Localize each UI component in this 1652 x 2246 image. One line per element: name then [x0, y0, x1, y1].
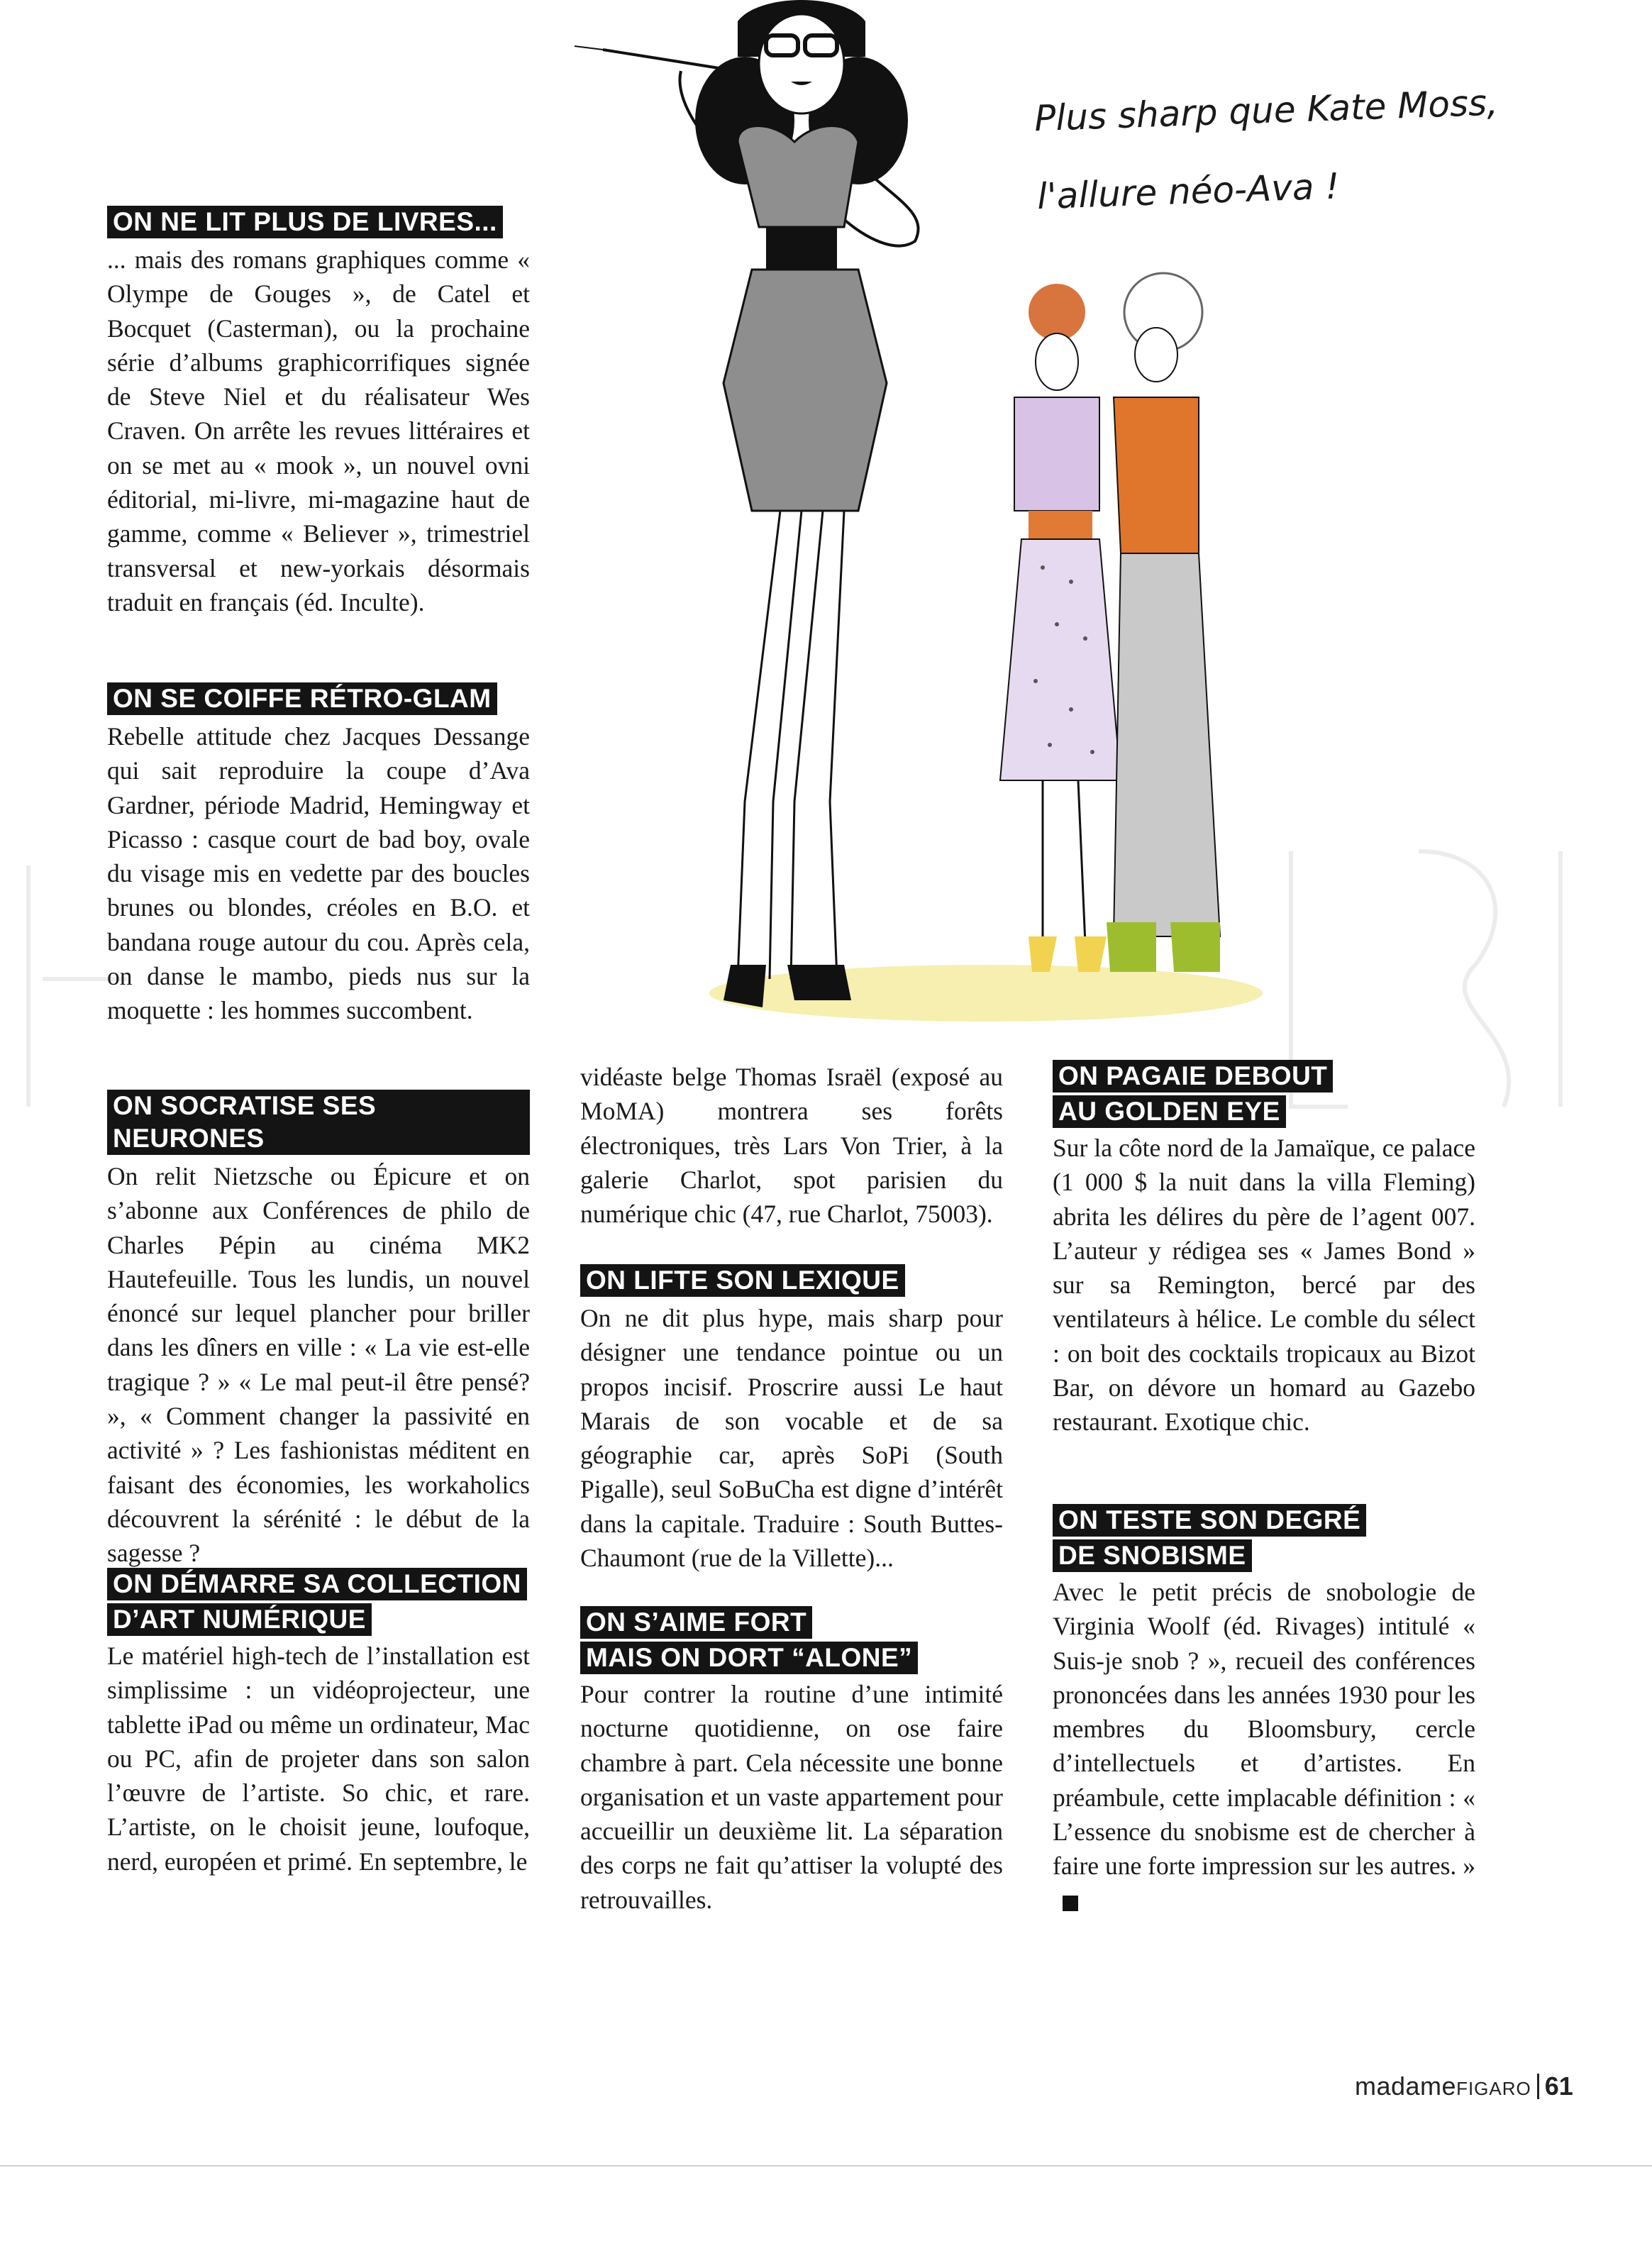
grey-trousers — [1114, 553, 1220, 936]
section-books — [107, 206, 530, 619]
section-heading: ON SE COIFFE RÉTRO-GLAM — [107, 682, 497, 715]
leg-right — [770, 511, 802, 979]
section-text-content: Avec le petit précis de snobologie de Virginia Woolf (éd. Rivages) intitulé « Suis-je snob ? », recueil des conférences prononcées dans les années 1930 pour les membres du Bloomsbury, cercle d’intellectuels et d’artistes. En préambule, cette implacable définition : « L’essence du snobisme est de chercher à faire une forte impression sur les autres. » — [1053, 1578, 1475, 1881]
yellow-shoe-right — [1075, 936, 1107, 972]
section-separate-rooms — [580, 1606, 1003, 1917]
skirt — [724, 270, 887, 511]
page-footer — [1355, 2071, 1573, 2101]
lilac-face — [1036, 333, 1078, 390]
shoe-right — [787, 965, 851, 1000]
section-heading — [580, 1606, 1003, 1677]
end-of-article-square-icon — [1063, 1896, 1078, 1911]
heading-line-2: D’ART NUMÉRIQUE — [107, 1603, 372, 1636]
heading-line-1: ON TESTE SON DEGRÉ — [1053, 1504, 1366, 1537]
shoe-left — [724, 965, 766, 1007]
heading-line-1: ON PAGAIE DEBOUT — [1053, 1060, 1333, 1092]
section-heading: ON NE LIT PLUS DE LIVRES... — [107, 206, 503, 238]
lilac-skirt — [1000, 539, 1121, 780]
heading-line-2: AU GOLDEN EYE — [1053, 1095, 1286, 1128]
section-digital-art — [107, 1568, 530, 1879]
footer-separator — [1537, 2074, 1539, 2099]
section-snobbery — [1053, 1504, 1475, 1918]
lilac-top — [1014, 397, 1099, 511]
section-heading — [1053, 1060, 1475, 1131]
face — [759, 14, 844, 114]
orange-belt — [1029, 511, 1092, 539]
section-text: vidéaste belge Thomas Israël (exposé au MoMA) montrera ses forêts électroniques, très Lars Von Trier, à la galerie Charlot, spot parisien du numérique chic (47, rue Charlot, 75003). — [580, 1063, 1003, 1229]
section-text: Sur la côte nord de la Jamaïque, ce palace (1 000 $ la nuit dans la villa Fleming) abrita les délires du père de l’agent 007. L’auteur y rédigea ses « James Bond » sur sa Remington, bercé par des ventilateurs à hélice. Le comble du sélect : on boit des cocktails tropicaux au Bizot Bar, on dévore un homard au Gazebo restaurant. Exotique chic. — [1053, 1134, 1475, 1437]
section-text: Pour contrer la routine d’une intimité nocturne quotidienne, on ose faire chambre à part. Cela nécessite une bonne organisation et un vaste appartement pour accueillir un deuxième lit. La séparation des corps ne fait qu’attiser la volupté des retrouvailles. — [580, 1680, 1003, 1914]
page-edge-rule — [0, 2165, 1652, 2167]
section-text: On relit Nietzsche ou Épicure et on s’abonne aux Conférences de philo de Charles Pépin au cinéma MK2 Hautefeuille. Tous les lundis, un nouvel énoncé sur lequel plancher pour briller dans les dîners en ville : « La vie est-elle tragique ? » « Le mal peut-il être pensé? », « Comment changer la passivité en activité » ? Les fashionistas méditent en faisant des économies, les workaholics découvrent la sérénité : le début de la sagesse ? — [107, 1162, 530, 1568]
green-shoe-right — [1170, 922, 1220, 972]
belt — [766, 227, 837, 270]
leg-left — [738, 511, 780, 979]
magazine-logo — [1355, 2071, 1531, 2101]
lilac-hair — [1029, 284, 1085, 341]
orange-top — [1114, 397, 1199, 553]
brand-figaro: FIGARO — [1456, 2078, 1531, 2099]
section-heading — [1053, 1504, 1475, 1575]
green-shoe-left — [1107, 922, 1156, 972]
section-continued — [580, 1060, 1003, 1231]
bodice — [738, 126, 858, 228]
page-number: 61 — [1544, 2071, 1573, 2101]
heading-line-1: ON S’AIME FORT — [580, 1606, 812, 1639]
illustration-caption: Plus sharp que Kate Moss, l'allure néo-Ava ! — [1033, 82, 1499, 218]
section-philosophy — [107, 1090, 530, 1571]
heading-line-2: MAIS ON DORT “ALONE” — [580, 1642, 918, 1674]
smoke — [575, 46, 603, 50]
section-hair — [107, 682, 530, 1028]
section-text: Le matériel high-tech de l’installation est simplissime : un vidéoprojecteur, une tablette iPad ou même un ordinateur, Mac ou PC, afin de projeter dans son salon l’œuvre de l’artiste. So chic, et rare. L’artiste, on le choisit jeune, loufoque, nerd, européen et primé. En septembre, le — [107, 1642, 530, 1876]
section-lexicon — [580, 1264, 1003, 1575]
heading-line-2: DE SNOBISME — [1053, 1539, 1252, 1572]
heading-line-1: ON DÉMARRE SA COLLECTION — [107, 1568, 527, 1600]
brand-madame: madame — [1355, 2071, 1457, 2101]
section-heading: ON SOCRATISE SES NEURONES — [107, 1090, 530, 1155]
section-text: Rebelle attitude chez Jacques Dessange qui sait reproduire la coupe d’Ava Gardner, période Madrid, Hemingway et Picasso : casque court de bad boy, ovale du visage mis en vedette par des boucles brunes ou blondes, créoles en B.O. et bandana rouge autour du cou. Après cela, on danse le mambo, pieds nus sur la moquette : les hommes succombent. — [107, 722, 530, 1025]
section-golden-eye — [1053, 1060, 1475, 1439]
section-text: ... mais des romans graphiques comme « Olympe de Gouges », de Catel et Bocquet (Casterman), ou la prochaine série d’albums graphicorrifiques signée de Steve Niel et du réalisateur Wes Craven. On arrête les revues littéraires et on se met au « mook », un nouvel ovni éditorial, mi-livre, mi-magazine haut de gamme, comme « Believer », trimestriel transversal et new-yorkais désormais traduit en français (éd. Inculte). — [107, 245, 530, 616]
section-heading — [107, 1568, 530, 1639]
section-text — [1053, 1575, 1475, 1918]
section-heading: ON LIFTE SON LEXIQUE — [580, 1264, 905, 1297]
section-text: On ne dit plus hype, mais sharp pour désigner une tendance pointue ou un propos incisif. Proscrire aussi Le haut Marais de son vocable et de sa géographie car, après SoPi (South Pigalle), seul SoBuCha est digne d’intérêt dans la capitale. Traduire : South Buttes-Chaumont (rue de la Villette)... — [580, 1304, 1003, 1573]
